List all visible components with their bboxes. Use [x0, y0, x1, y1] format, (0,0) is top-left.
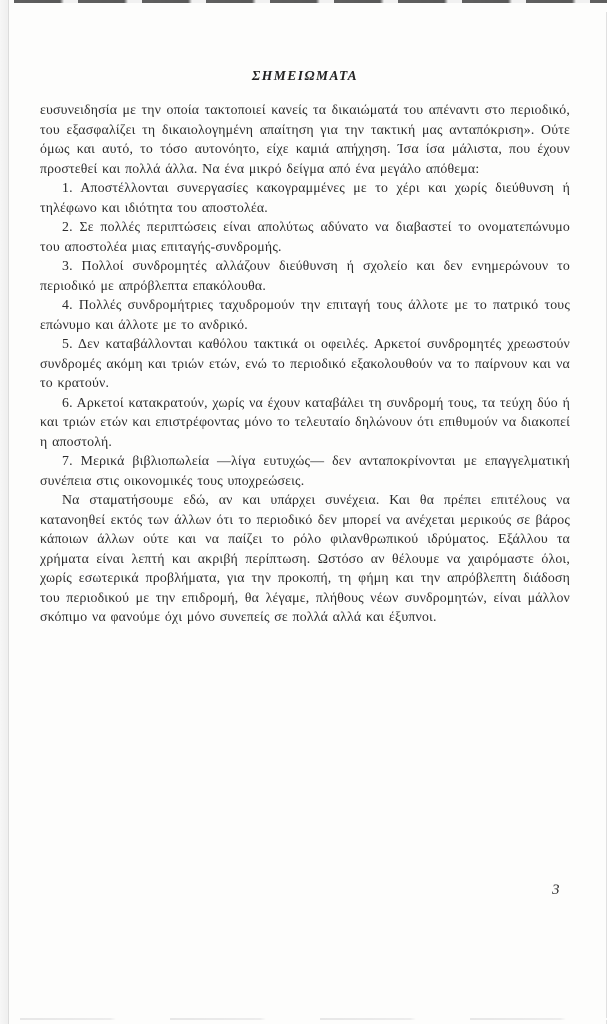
scan-edge-top — [14, 0, 607, 3]
paragraph-item-1: 1. Αποστέλλονται συνεργασίες κακογραμμένες με το χέρι και χωρίς διεύθυνση ή τηλέφωνο και ιδιότητα του αποστολέα. — [40, 180, 570, 215]
paragraph-item-6: 6. Αρκετοί κατακρατούν, χωρίς να έχουν καταβάλει τη συνδρομή τους, τα τεύχη δύο ή και τριών ετών και επιστρέφοντας μόνο το τελευταίο δηλώνουν ότι επιθυμούν να διακοπεί η αποστολή. — [40, 394, 570, 449]
paragraph-continuation: ευσυνειδησία με την οποία τακτοποιεί κανείς τα δικαιώματά του απέναντι στο περιοδικό, του εξασφαλίζει τη δικαιολογημένη απαίτηση για την τακτική μας ανταπόκριση». Ούτε όμως και αυτό, το τόσο αυτονόητο, είχε καμιά απήχηση. Ίσα ίσα μάλιστα, που έχουν προστεθεί και πολλά άλλα. Να ένα μικρό δείγμα από ένα μεγάλο απόθεμα: — [40, 102, 570, 176]
scan-edge-bottom — [20, 1018, 607, 1020]
paragraph-item-4: 4. Πολλές συνδρομήτριες ταχυδρομούν την επιταγή τους άλλοτε με το πατρικό τους επώνυμο και άλλοτε με το ανδρικό. — [40, 297, 570, 332]
page-content — [40, 68, 570, 627]
scan-edge-left — [0, 0, 9, 1024]
page-title: ΣΗΜΕΙΩΜΑΤΑ — [251, 68, 359, 83]
paragraph-item-5: 5. Δεν καταβάλλονται καθόλου τακτικά οι οφειλές. Αρκετοί συνδρομητές χρεωστούν συνδρομές ακόμη και τριών ετών, ενώ το περιοδικό εξακολουθούν να το παίρνουν και να το κρατούν. — [40, 336, 570, 390]
paragraph-item-7: 7. Μερικά βιβλιοπωλεία —λίγα ευτυχώς— δεν ανταποκρίνονται με επαγγελματική συνέπεια στις οικονομικές τους υποχρεώσεις. — [40, 453, 570, 488]
paragraph-item-2: 2. Σε πολλές περιπτώσεις είναι απολύτως αδύνατο να διαβαστεί το ονοματεπώνυμο του αποστολέα μιας επιταγής-συνδρομής. — [40, 219, 570, 254]
page-number: 3 — [552, 882, 560, 898]
paragraph-closing: Να σταματήσουμε εδώ, αν και υπάρχει συνέχεια. Και θα πρέπει επιτέλους να κατανοηθεί εκτός των άλλων ότι το περιοδικό δεν μπορεί να ανέχεται μερικούς σε βάρος κάποιων άλλων ούτε και να παίζει το ρόλο φιλανθρωπικού ιδρύματος. Εξάλλου τα χρήματα είναι λεπτή και ακριβή περίπτωση. Ωστόσο αν θέλουμε να χαιρόμαστε όλοι, χωρίς εσωτερικά προβλήματα, για την προκοπή, τη φήμη και την απρόβλεπτη διάδοση του περιοδικού με την επιδρομή, θα λέγαμε, πλήθους νέων συνδρομητών, είναι μάλλον σκόπιμο να φανούμε όχι μόνο συνεπείς σε πολλά αλλά και έξυπνοι. — [40, 492, 570, 624]
paragraph-item-3: 3. Πολλοί συνδρομητές αλλάζουν διεύθυνση ή σχολείο και δεν ενημερώνουν το περιοδικό με απρόβλεπτα επακόλουθα. — [40, 258, 570, 293]
